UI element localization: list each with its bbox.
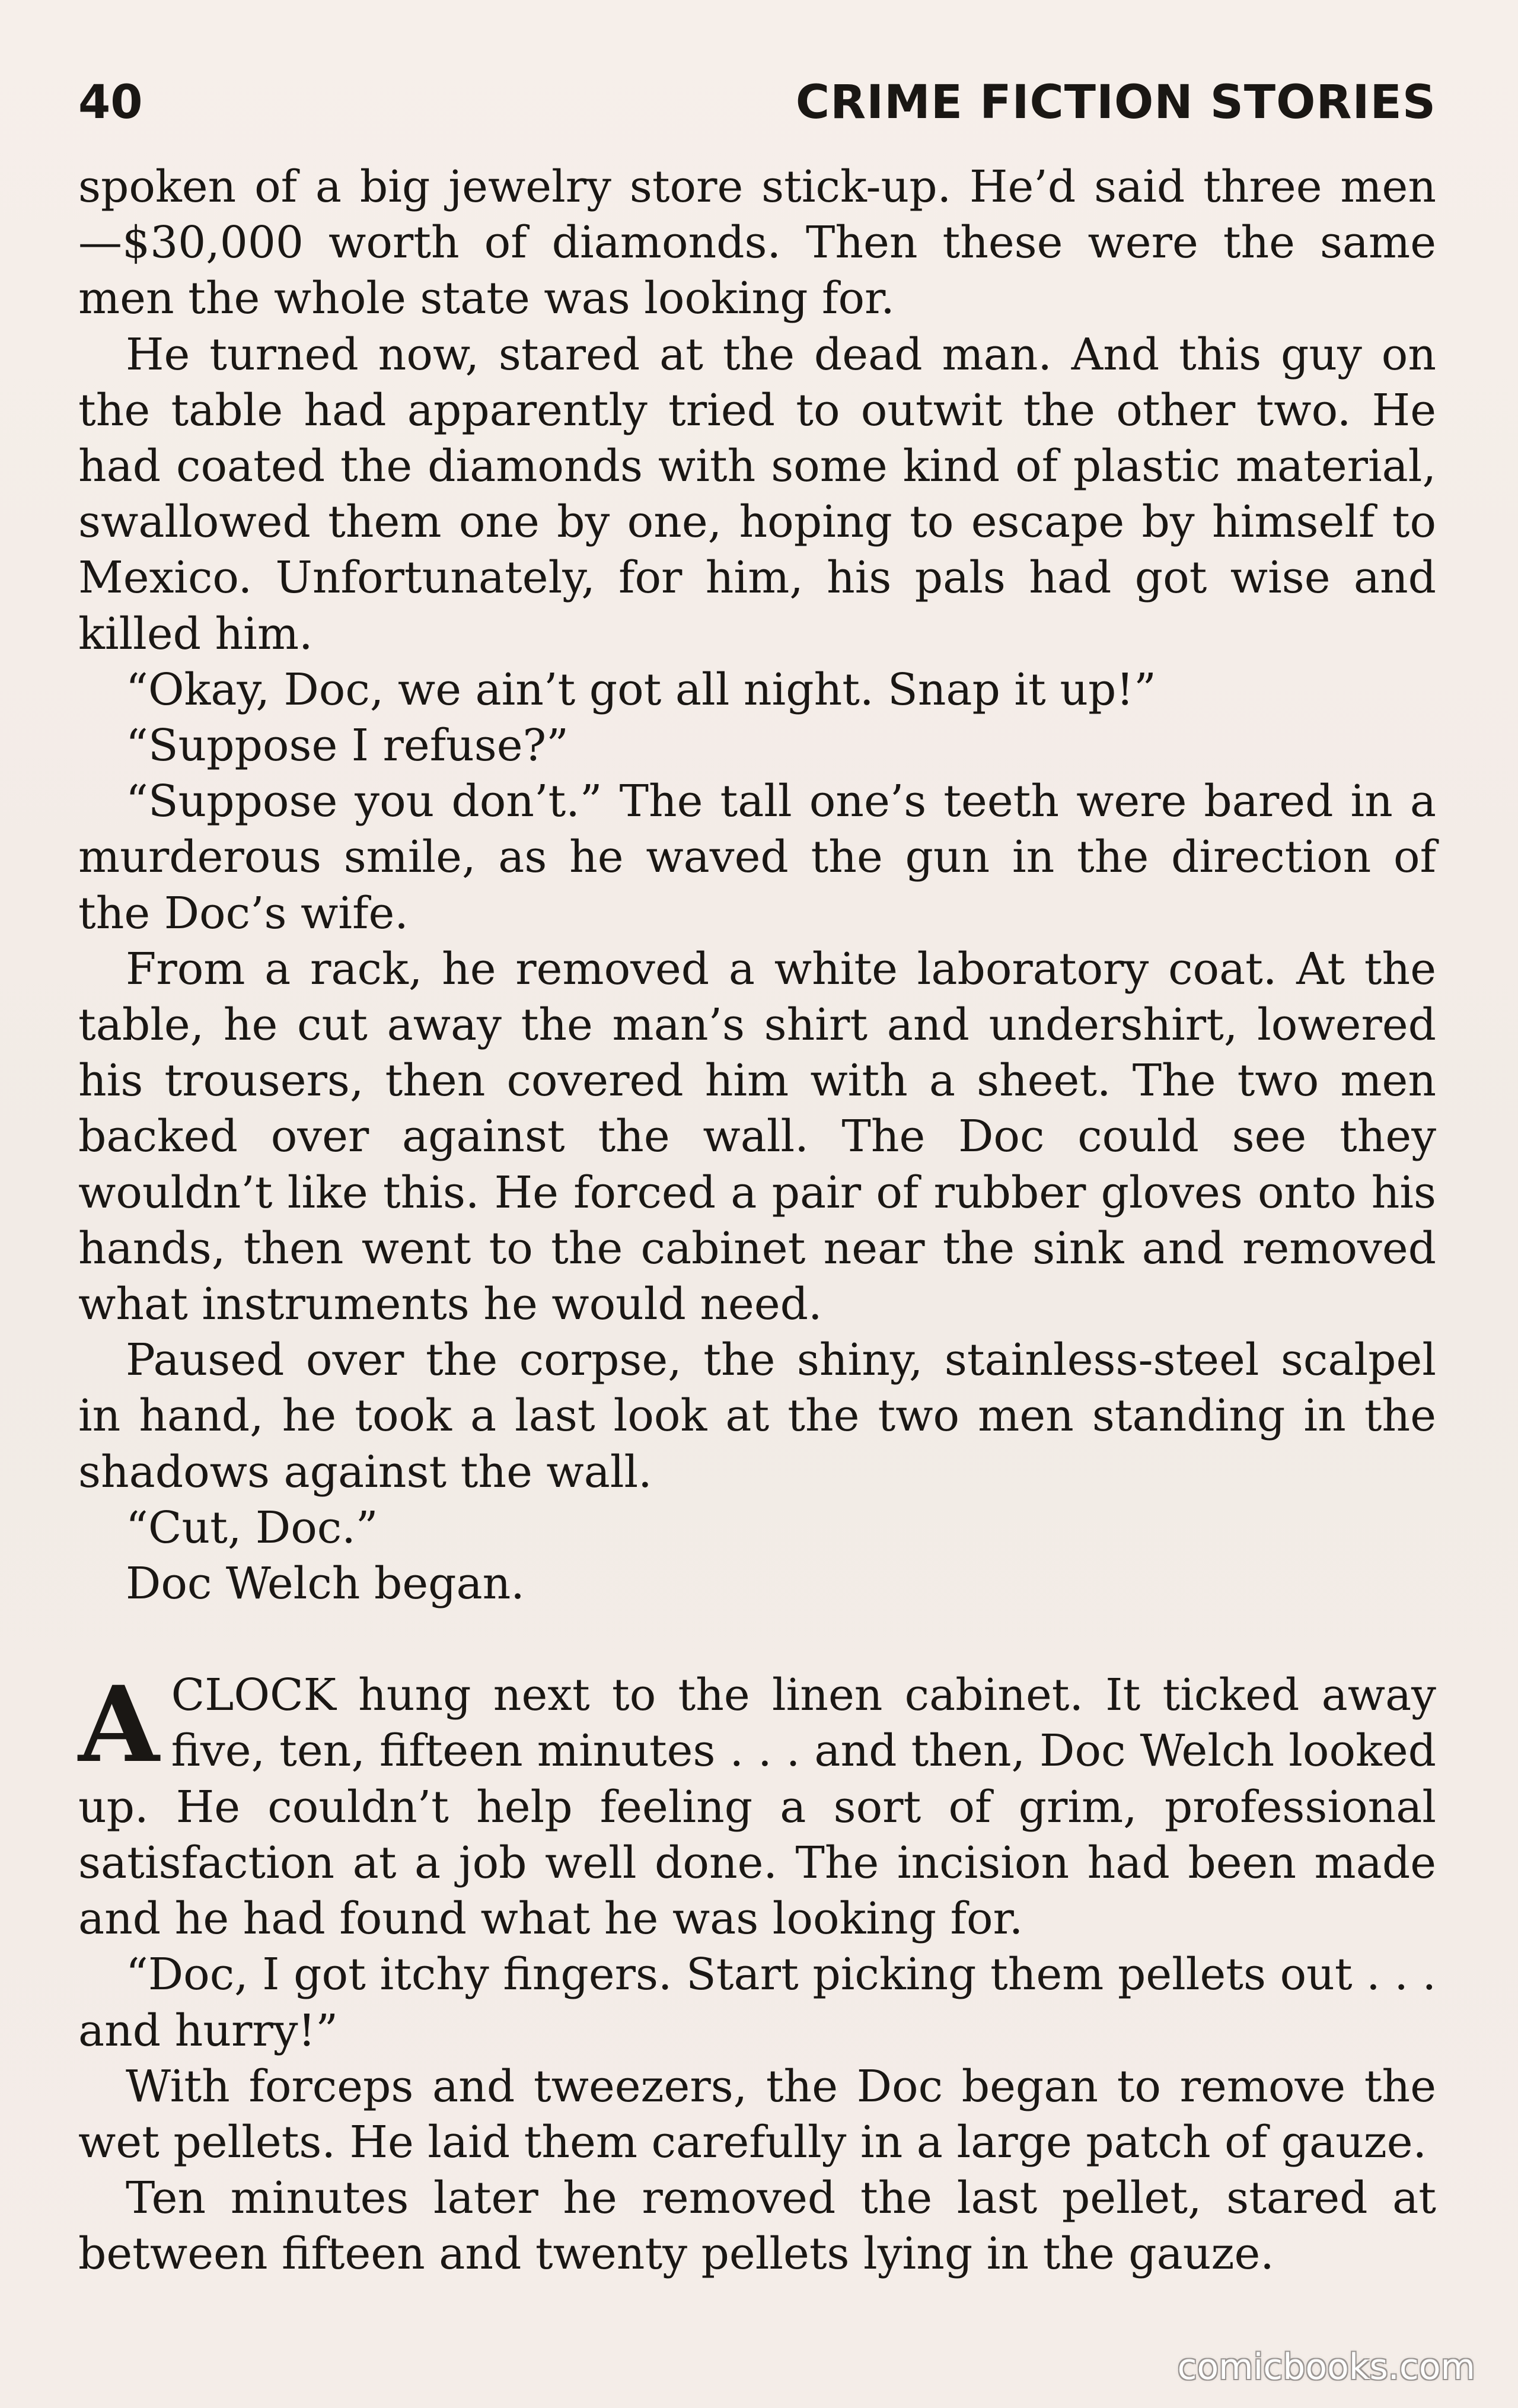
page-header (78, 70, 1436, 135)
dialogue-paragraph: “Doc, I got itchy fingers. Start picking them pellets out . . . and hurry!” (78, 1949, 1436, 2056)
opening-paragraph-text: hung next to the linen cabinet. It ticked away five, ten, fifteen minutes . . . and then, Doc Welch looked up. He couldn’t help feeling a sort of grim, professional satisfaction at a job well done. The incision had been made and he had found what he was looking for. (78, 1670, 1436, 1945)
paragraph: With forceps and tweezers, the Doc began to remove the wet pellets. He laid them carefully in a large patch of gauze. (78, 2060, 1436, 2168)
watermark-text: comicbooks.com (1177, 2346, 1475, 2388)
dialogue-paragraph: “Cut, Doc.” (126, 1502, 378, 1553)
dialogue-paragraph: “Okay, Doc, we ain’t got all night. Snap it up!” (126, 664, 1156, 715)
section-opening-paragraph (78, 1663, 1436, 1947)
dialogue-paragraph: “Suppose you don’t.” The tall one’s teeth were bared in a murderous smile, as he waved the gun in the direction of the Doc’s wife. (78, 776, 1436, 939)
page-number: 40 (78, 76, 143, 129)
paragraph: Ten minutes later he removed the last pellet, stared at between fifteen and twenty pellets lying in the gauze. (78, 2173, 1436, 2280)
drop-cap: A (78, 1663, 160, 1786)
paragraph: Paused over the corpse, the shiny, stainless-steel scalpel in hand, he took a last look at the two men standing in the shadows against the wall. (78, 1334, 1436, 1498)
paragraph: He turned now, stared at the dead man. And this guy on the table had apparently tried to outwit the other two. He had coated the diamonds with some kind of plastic material, swallowed them one by one, hoping to escape by himself to Mexico. Unfortunately, for him, his pals had got wise and killed him. (78, 329, 1436, 660)
paragraph-continued: spoken of a big jewelry store stick-up. He’d said three men—$30,000 worth of diamonds. Then these were the same men the whole state was looking for. (78, 161, 1436, 324)
section-break (78, 1611, 1436, 1667)
lead-word: CLOCK (171, 1670, 336, 1721)
dialogue-paragraph: “Suppose I refuse?” (126, 720, 569, 772)
paragraph: From a rack, he removed a white laboratory coat. At the table, he cut away the man’s shirt and undershirt, lowered his trousers, then covered him with a sheet. The two men backed over against the wall. The Doc could see they wouldn’t like this. He forced a pair of rubber gloves onto his hands, then went to the cabinet near the sink and removed what instruments he would need. (78, 943, 1436, 1330)
running-title: CRIME FICTION STORIES (795, 76, 1436, 129)
story-text (78, 159, 1436, 2282)
paragraph: Doc Welch began. (126, 1558, 525, 1610)
